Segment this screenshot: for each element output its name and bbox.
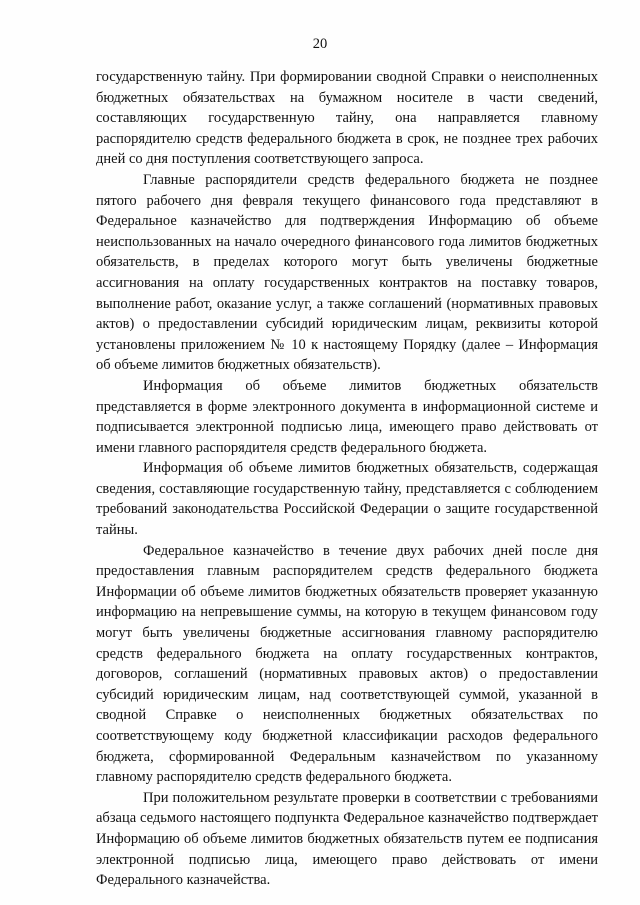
- paragraph-main-distributors-deadline: Главные распорядители средств федерального бюджета не позднее пятого рабочего дня февраля текущего финансового года представляют в Федеральное казначейство для подтверждения Информацию об объеме неиспользованных на начало очередного финансового года лимитов бюджетных обязательств, в пределах которого могут быть увеличены бюджетные ассигнования на оплату государственных контрактов на поставку товаров, выполнение работ, оказание услуг, а также соглашений (нормативных правовых актов) о предоставлении субсидий юридическим лицам, реквизиты которой установлены приложением № 10 к настоящему Порядку (далее – Информация об объеме лимитов бюджетных обязательств).: [96, 171, 598, 374]
- paragraph-treasury-confirmation: При положительном результате проверки в соответствии с требованиями абзаца седьмого настоящего подпункта Федеральное казначейство подтверждает Информацию об объеме лимитов бюджетных обязательств путем ее подписания электронной подписью лица, имеющего право действовать от имени Федерального казначейства.: [96, 789, 598, 889]
- paragraph-state-secret: Информация об объеме лимитов бюджетных обязательств, содержащая сведения, составляющие государственную тайну, представляется с соблюдением требований законодательства Российской Федерации о защите государственной тайны.: [96, 460, 598, 539]
- paragraph-electronic-document: Информация об объеме лимитов бюджетных обязательств представляется в форме электронного документа в информационной системе и подписывается электронной подписью лица, имеющего право действовать от имени главного распорядителя средств федерального бюджета.: [96, 377, 598, 456]
- document-body: [96, 67, 598, 891]
- page-number: 20: [312, 36, 328, 52]
- paragraph-continuation: государственную тайну. При формировании сводной Справки о неисполненных бюджетных обязательствах на бумажном носителе в части сведений, составляющих государственную тайну, она направляется главному распорядителю средств федерального бюджета в срок, не позднее трех рабочих дней со дня поступления соответствующего запроса.: [96, 69, 598, 168]
- paragraph-treasury-check: Федеральное казначейство в течение двух рабочих дней после дня предоставления главным распорядителем средств федерального бюджета Информации об объеме лимитов бюджетных обязательств проверяет указанную информацию на непревышение суммы, на которую в текущем финансовом году могут быть увеличены бюджетные ассигнования главному распорядителю средств федерального бюджета на оплату государственных контрактов, договоров, соглашений (нормативных правовых актов) о предоставлении субсидий юридическим лицам, над соответствующей суммой, указанной в сводной Справке о неисполненных бюджетных обязательствах по соответствующему коду бюджетной классификации расходов федерального бюджета, сформированной Федеральным казначейством по указанному главному распорядителю средств федерального бюджета.: [96, 542, 598, 786]
